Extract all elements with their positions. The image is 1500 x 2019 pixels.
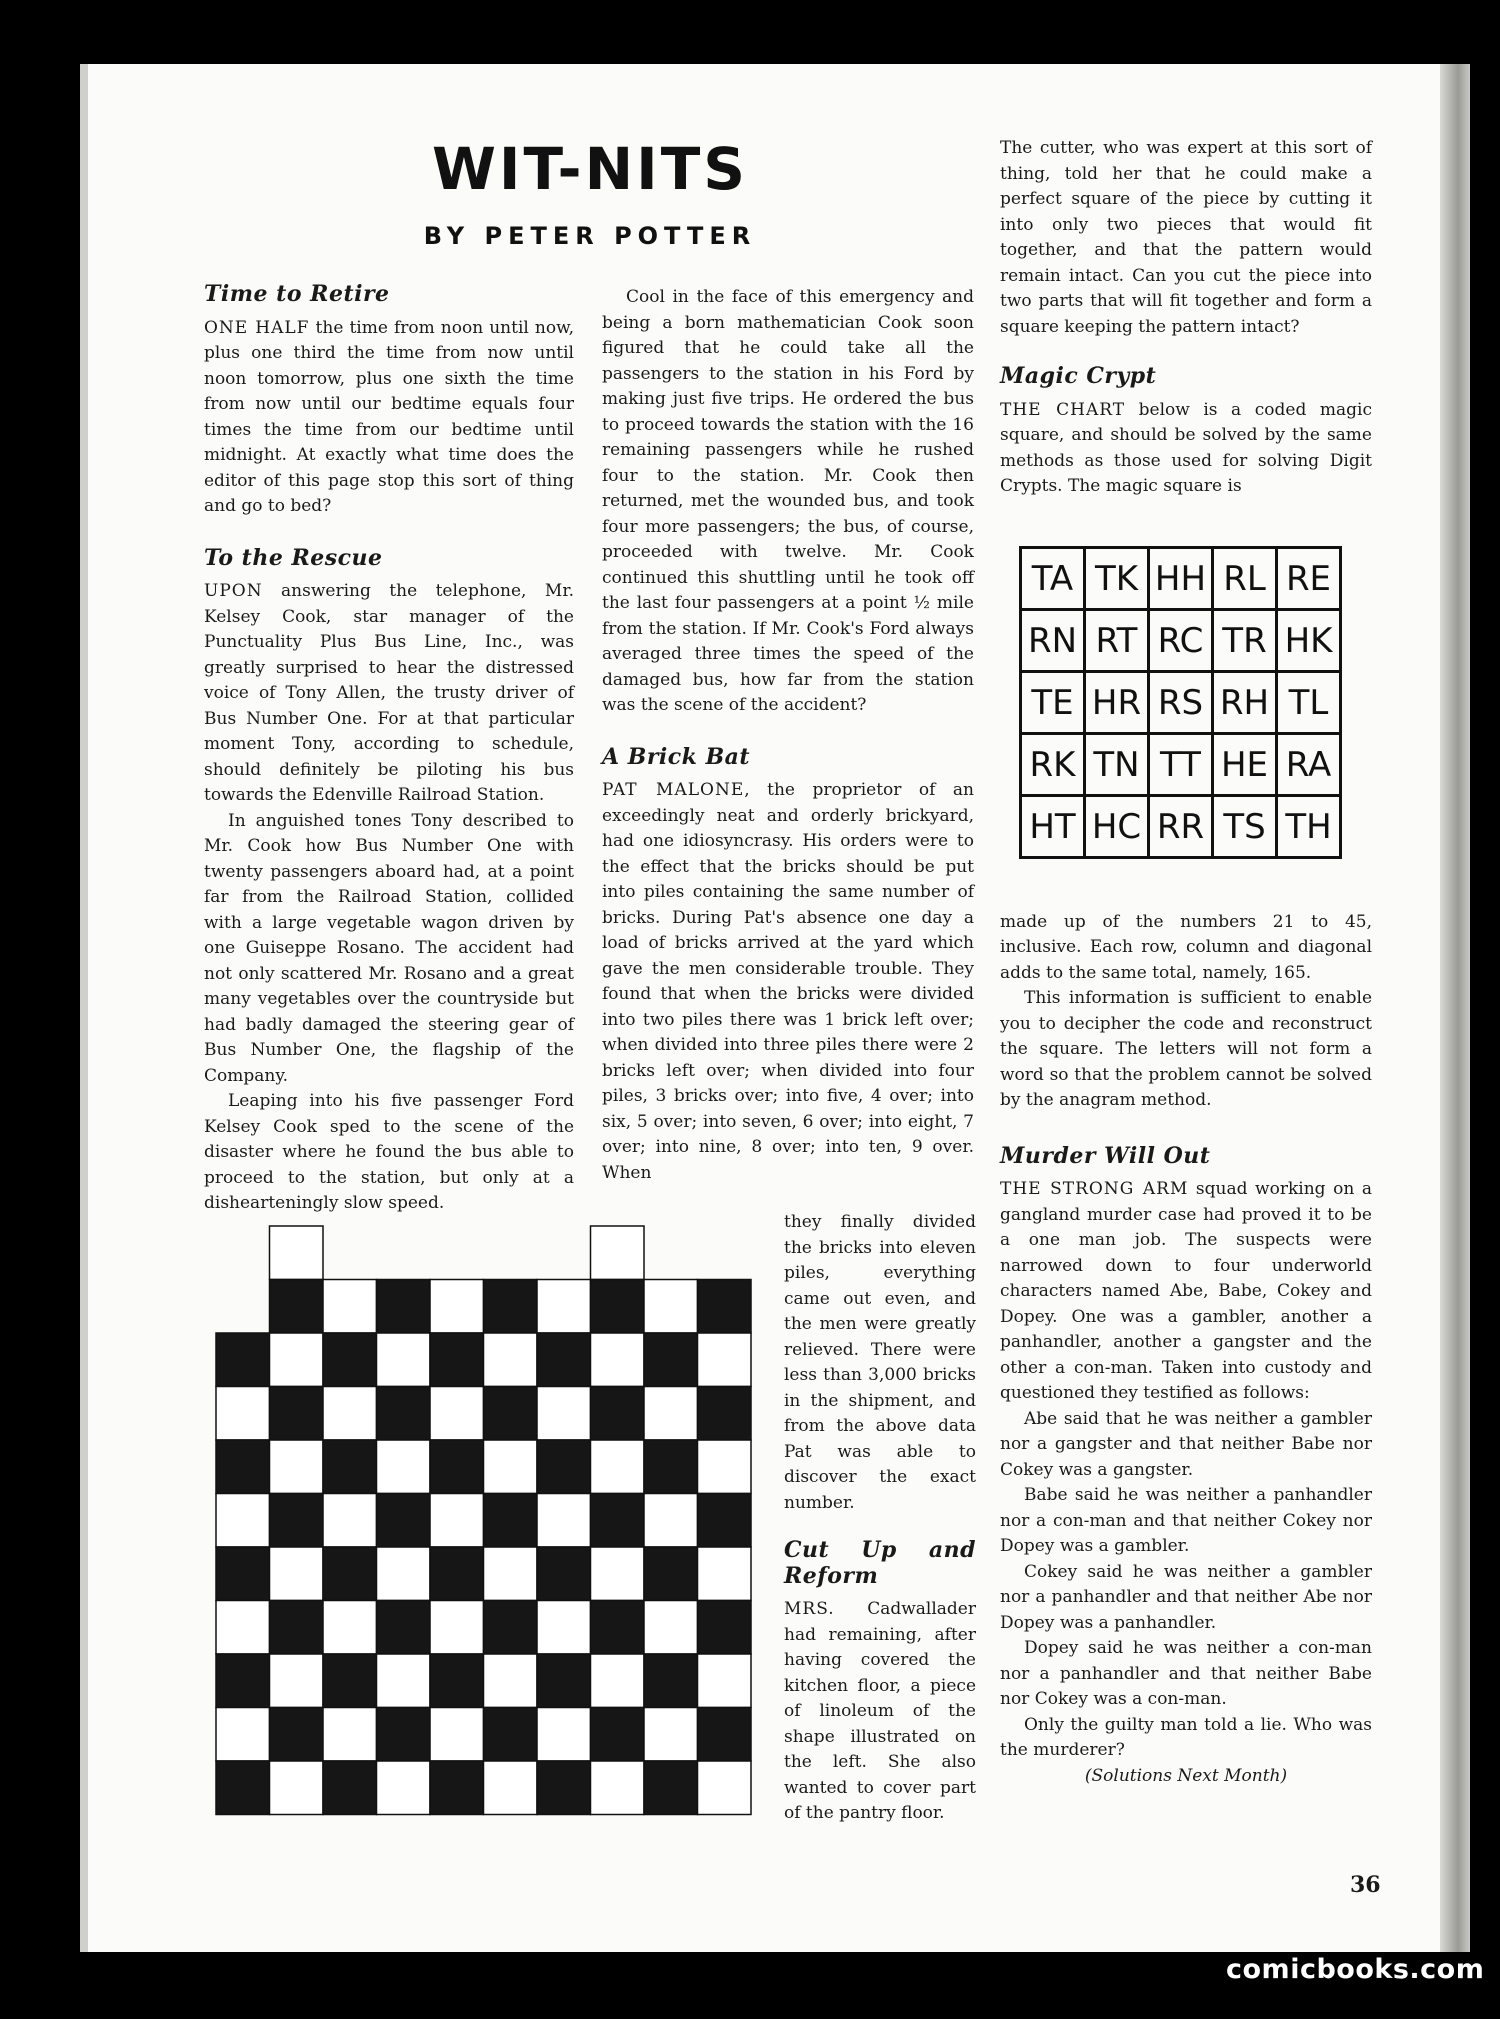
murder-paragraph-1 bbox=[1000, 1177, 1372, 1407]
linoleum-square bbox=[377, 1440, 431, 1494]
grid-cell: RR bbox=[1149, 796, 1213, 858]
linoleum-square bbox=[430, 1494, 484, 1548]
lead-in: THE STRONG ARM bbox=[1000, 1179, 1189, 1199]
linoleum-square bbox=[377, 1333, 431, 1387]
linoleum-square bbox=[644, 1440, 698, 1494]
linoleum-square bbox=[537, 1280, 591, 1334]
linoleum-square bbox=[591, 1601, 645, 1655]
linoleum-square bbox=[270, 1387, 324, 1441]
puzzle-heading-cut-up-and-reform: Cut Up and Reform bbox=[784, 1537, 976, 1589]
linoleum-square bbox=[323, 1761, 377, 1815]
linoleum-square bbox=[644, 1601, 698, 1655]
linoleum-square bbox=[270, 1440, 324, 1494]
grid-cell: RT bbox=[1085, 610, 1149, 672]
linoleum-square bbox=[216, 1387, 270, 1441]
linoleum-square bbox=[323, 1708, 377, 1762]
page-left-edge bbox=[80, 64, 88, 1952]
linoleum-square bbox=[698, 1387, 752, 1441]
linoleum-square bbox=[698, 1440, 752, 1494]
grid-cell: HK bbox=[1277, 610, 1341, 672]
grid-cell: TE bbox=[1021, 672, 1085, 734]
paragraph-text: the time from noon until now, plus one third the time from now until noon tomorrow, plus one sixth the time from now until our bedtime equals four times the time from our bedtime until midnight. At exactly what time does the editor of this page stop this sort of thing and go to bed? bbox=[204, 317, 575, 516]
grid-cell: TN bbox=[1085, 734, 1149, 796]
linoleum-square bbox=[698, 1494, 752, 1548]
linoleum-square bbox=[537, 1387, 591, 1441]
linoleum-square bbox=[644, 1708, 698, 1762]
linoleum-square bbox=[698, 1333, 752, 1387]
paragraph-text: below is a coded magic square, and should be solved by the same methods as those used for solving Digit Crypts. The magic square is bbox=[1000, 399, 1372, 496]
grid-cell: TL bbox=[1277, 672, 1341, 734]
brick-paragraph-2: they finally divided the bricks into eleven piles, everything came out even, and the men were greatly relieved. There were less than 3,000 bricks in the shipment, and from the above data Pat was able to discover the exact number. bbox=[784, 1212, 976, 1513]
grid-cell: RS bbox=[1149, 672, 1213, 734]
murder-paragraph-3: Babe said he was neither a panhandler nor a con-man and that neither Cokey nor Dopey was a gambler. bbox=[1000, 1485, 1372, 1556]
linoleum-square bbox=[323, 1494, 377, 1548]
grid-cell: RK bbox=[1021, 734, 1085, 796]
lead-in: ONE HALF bbox=[204, 317, 310, 338]
linoleum-square bbox=[537, 1547, 591, 1601]
linoleum-square bbox=[430, 1440, 484, 1494]
linoleum-square bbox=[644, 1387, 698, 1441]
linoleum-square bbox=[270, 1280, 324, 1334]
linoleum-square bbox=[323, 1601, 377, 1655]
linoleum-square bbox=[377, 1280, 431, 1334]
grid-row bbox=[1021, 734, 1341, 796]
grid-cell: RC bbox=[1149, 610, 1213, 672]
linoleum-square bbox=[591, 1494, 645, 1548]
article-byline: BY PETER POTTER bbox=[423, 222, 757, 250]
magic-crypt-paragraph-2: made up of the numbers 21 to 45, inclusive. Each row, column and diagonal adds to the same total, namely, 165. bbox=[1000, 911, 1372, 983]
rescue-paragraph-4: Cool in the face of this emergency and being a born mathematician Cook soon figured that he could take all the passengers to the station in his Ford by making just five trips. He ordered the bus to proceed towards the station with the 16 remaining passengers while he rushed four to the station. Mr. Cook then returned, met the wounded bus, and took four more passengers; the bus, of course, proceeded with twelve. Mr. Cook continued this shuttling until he took off the last four passengers at a point ½ mile from the station. If Mr. Cook's Ford always averaged three times the speed of the damaged bus, how far from the station was the scene of the accident? bbox=[602, 287, 974, 715]
linoleum-square bbox=[216, 1547, 270, 1601]
grid-row bbox=[1021, 610, 1341, 672]
murder-paragraph-2: Abe said that he was neither a gambler nor a gangster and that neither Babe nor Cokey was a gangster. bbox=[1000, 1408, 1372, 1480]
linoleum-square bbox=[698, 1547, 752, 1601]
linoleum-square bbox=[430, 1654, 484, 1708]
linoleum-square bbox=[644, 1280, 698, 1334]
grid-cell: RH bbox=[1213, 672, 1277, 734]
grid-cell: RL bbox=[1213, 548, 1277, 610]
linoleum-square bbox=[323, 1280, 377, 1334]
linoleum-square bbox=[484, 1387, 538, 1441]
linoleum-square bbox=[484, 1547, 538, 1601]
linoleum-square bbox=[270, 1494, 324, 1548]
linoleum-square bbox=[698, 1601, 752, 1655]
grid-cell: HT bbox=[1021, 796, 1085, 858]
linoleum-square bbox=[591, 1761, 645, 1815]
linoleum-square bbox=[537, 1761, 591, 1815]
linoleum-square bbox=[377, 1654, 431, 1708]
linoleum-square bbox=[377, 1761, 431, 1815]
paragraph-text: Cadwallader had remaining, after having covered the kitchen floor, a piece of linoleum of the shape illustrated on the left. She also wanted to cover part of the pantry floor. bbox=[784, 1599, 976, 1823]
linoleum-square bbox=[644, 1333, 698, 1387]
lead-in: THE CHART bbox=[1000, 399, 1126, 420]
linoleum-square bbox=[698, 1708, 752, 1762]
linoleum-figure bbox=[214, 1224, 758, 1822]
linoleum-square bbox=[537, 1333, 591, 1387]
linoleum-square bbox=[216, 1494, 270, 1548]
linoleum-square bbox=[484, 1440, 538, 1494]
puzzle-heading-murder-will-out: Murder Will Out bbox=[1000, 1142, 1211, 1169]
linoleum-square bbox=[323, 1387, 377, 1441]
linoleum-square bbox=[270, 1708, 324, 1762]
linoleum-square bbox=[644, 1547, 698, 1601]
linoleum-square bbox=[591, 1280, 645, 1334]
linoleum-square bbox=[537, 1654, 591, 1708]
linoleum-square bbox=[591, 1708, 645, 1762]
linoleum-square bbox=[484, 1654, 538, 1708]
magic-crypt-paragraph-3: This information is sufficient to enable you to decipher the code and reconstruct the square. The letters will not form a word so that the problem cannot be solved by the anagram method. bbox=[1000, 988, 1372, 1110]
linoleum-square bbox=[537, 1601, 591, 1655]
linoleum-square bbox=[216, 1708, 270, 1762]
linoleum-square bbox=[644, 1654, 698, 1708]
cut-up-paragraph bbox=[784, 1597, 976, 1827]
linoleum-square bbox=[216, 1333, 270, 1387]
linoleum-square bbox=[216, 1601, 270, 1655]
linoleum-square bbox=[430, 1387, 484, 1441]
linoleum-square bbox=[323, 1333, 377, 1387]
linoleum-square bbox=[323, 1654, 377, 1708]
linoleum-square bbox=[484, 1494, 538, 1548]
linoleum-square bbox=[377, 1387, 431, 1441]
linoleum-square bbox=[484, 1601, 538, 1655]
paragraph-text: , the proprietor of an exceedingly neat and orderly brickyard, had one idiosyncrasy. His orders were to the effect that the bricks should be put into piles containing the same number of bricks. During Pat's absence one day a load of bricks arrived at the yard which gave the men considerable trouble. They found that when the bricks were divided into two piles there was 1 brick left over; when divided into three piles there were 2 bricks left over; when divided into four piles, 3 bricks over; into five, 4 over; into six, 5 over; into seven, 6 over; into eight, 7 over; into nine, 8 over; into ten, 9 over. When bbox=[602, 780, 974, 1183]
cut-up-continued: The cutter, who was expert at this sort of thing, told her that he could make a perfect square of the piece by cutting it into only two pieces that would fit together, and that the pattern would remain intact. Can you cut the piece into two parts that will fit together and form a square keeping the pattern intact? bbox=[1000, 138, 1372, 337]
paragraph-text: squad working on a gangland murder case had proved it to be a one man job. The suspects were narrowed down to four underworld characters named Abe, Babe, Cokey and Dopey. One was a gambler, another a panhandler, another a gangster and the other a con-man. Taken into custody and questioned they testified as follows: bbox=[1000, 1179, 1372, 1403]
linoleum-square bbox=[270, 1547, 324, 1601]
grid-cell: TS bbox=[1213, 796, 1277, 858]
article-title: WIT-NITS bbox=[431, 135, 749, 203]
site-watermark: comicbooks.com bbox=[1226, 1954, 1485, 1985]
grid-cell: TR bbox=[1213, 610, 1277, 672]
grid-cell: RE bbox=[1277, 548, 1341, 610]
column-3 bbox=[1000, 136, 1372, 1789]
linoleum-square bbox=[698, 1280, 752, 1334]
puzzle-text-time-to-retire bbox=[204, 316, 574, 520]
column-2 bbox=[602, 285, 974, 1186]
linoleum-square bbox=[591, 1440, 645, 1494]
linoleum-square bbox=[430, 1601, 484, 1655]
solutions-note: (Solutions Next Month) bbox=[1084, 1765, 1288, 1786]
linoleum-square bbox=[537, 1494, 591, 1548]
linoleum-square bbox=[270, 1761, 324, 1815]
linoleum-square bbox=[216, 1761, 270, 1815]
linoleum-square bbox=[591, 1387, 645, 1441]
puzzle-heading-to-the-rescue: To the Rescue bbox=[204, 544, 383, 571]
linoleum-square bbox=[430, 1280, 484, 1334]
grid-cell: RA bbox=[1277, 734, 1341, 796]
linoleum-square bbox=[484, 1708, 538, 1762]
magic-crypt-paragraph-1 bbox=[1000, 398, 1372, 500]
grid-row bbox=[1021, 796, 1341, 858]
linoleum-square bbox=[430, 1761, 484, 1815]
grid-cell: HH bbox=[1149, 548, 1213, 610]
page-binding-edge bbox=[1440, 64, 1470, 1952]
linoleum-square bbox=[377, 1494, 431, 1548]
linoleum-square bbox=[591, 1654, 645, 1708]
murder-paragraph-4: Cokey said he was neither a gambler nor a panhandler and that neither Abe nor Dopey was a panhandler. bbox=[1000, 1561, 1372, 1633]
linoleum-square bbox=[698, 1761, 752, 1815]
lead-in: PAT MALONE bbox=[602, 780, 745, 800]
grid-cell: HE bbox=[1213, 734, 1277, 796]
grid-row bbox=[1021, 672, 1341, 734]
murder-paragraph-6: Only the guilty man told a lie. Who was the murderer? bbox=[1000, 1714, 1372, 1760]
linoleum-square bbox=[430, 1333, 484, 1387]
linoleum-square bbox=[270, 1333, 324, 1387]
linoleum-tab-square bbox=[270, 1226, 324, 1280]
grid-cell: TH bbox=[1277, 796, 1341, 858]
lead-in: MRS. bbox=[784, 1599, 835, 1619]
linoleum-square bbox=[377, 1547, 431, 1601]
linoleum-square bbox=[698, 1654, 752, 1708]
grid-cell: TK bbox=[1085, 548, 1149, 610]
grid-row bbox=[1021, 548, 1341, 610]
linoleum-square bbox=[644, 1761, 698, 1815]
linoleum-square bbox=[484, 1333, 538, 1387]
grid-cell: HR bbox=[1085, 672, 1149, 734]
column-1 bbox=[204, 282, 574, 1217]
brick-paragraph-1 bbox=[602, 778, 974, 1186]
linoleum-square bbox=[377, 1601, 431, 1655]
linoleum-square bbox=[377, 1708, 431, 1762]
linoleum-square bbox=[484, 1280, 538, 1334]
linoleum-square bbox=[537, 1440, 591, 1494]
linoleum-square bbox=[270, 1601, 324, 1655]
paragraph-text: answering the telephone, Mr. Kelsey Cook, star manager of the Punctuality Plus Bus Line, Inc., was greatly surprised to hear the distressed voice of Tony Allen, the trusty driver of Bus Number One. For at that particular moment Tony, according to schedule, should definitely be piloting his bus towards the Edenville Railroad Station. bbox=[204, 581, 574, 805]
grid-cell: RN bbox=[1021, 610, 1085, 672]
linoleum-square bbox=[270, 1654, 324, 1708]
linoleum-tab-square bbox=[591, 1226, 645, 1280]
grid-cell: TA bbox=[1021, 548, 1085, 610]
linoleum-square bbox=[430, 1547, 484, 1601]
linoleum-square bbox=[216, 1654, 270, 1708]
rescue-paragraph-1 bbox=[204, 579, 574, 809]
linoleum-square bbox=[591, 1333, 645, 1387]
linoleum-square bbox=[430, 1708, 484, 1762]
linoleum-square bbox=[537, 1708, 591, 1762]
magic-crypt-grid bbox=[1019, 546, 1342, 859]
puzzle-heading-time-to-retire: Time to Retire bbox=[204, 281, 390, 307]
linoleum-square bbox=[323, 1547, 377, 1601]
linoleum-square bbox=[484, 1761, 538, 1815]
rescue-paragraph-2: In anguished tones Tony described to Mr. Cook how Bus Number One with twenty passengers aboard had, at a point far from the Railroad Station, collided with a large vegetable wagon driven by one Guiseppe Rosano. The accident had not only scattered Mr. Rosano and a great many vegetables over the countryside but had badly damaged the steering gear of Bus Number One, the flagship of the Company. bbox=[204, 810, 574, 1086]
murder-paragraph-5: Dopey said he was neither a con-man nor a panhandler and that neither Babe nor Cokey was a con-man. bbox=[1000, 1638, 1372, 1709]
rescue-paragraph-3: Leaping into his five passenger Ford Kelsey Cook sped to the scene of the disaster where he found the bus able to proceed to the station, but only at a dishearteningly slow speed. bbox=[204, 1091, 574, 1213]
linoleum-square bbox=[644, 1494, 698, 1548]
puzzle-heading-magic-crypt: Magic Crypt bbox=[1000, 363, 1157, 389]
puzzle-heading-a-brick-bat: A Brick Bat bbox=[602, 743, 751, 770]
linoleum-square bbox=[216, 1440, 270, 1494]
grid-cell: HC bbox=[1085, 796, 1149, 858]
grid-cell: TT bbox=[1149, 734, 1213, 796]
lead-in: UPON bbox=[204, 581, 263, 601]
linoleum-square bbox=[591, 1547, 645, 1601]
page-number: 36 bbox=[1350, 1872, 1381, 1898]
linoleum-square bbox=[323, 1440, 377, 1494]
column-2-narrow bbox=[784, 1210, 976, 1827]
